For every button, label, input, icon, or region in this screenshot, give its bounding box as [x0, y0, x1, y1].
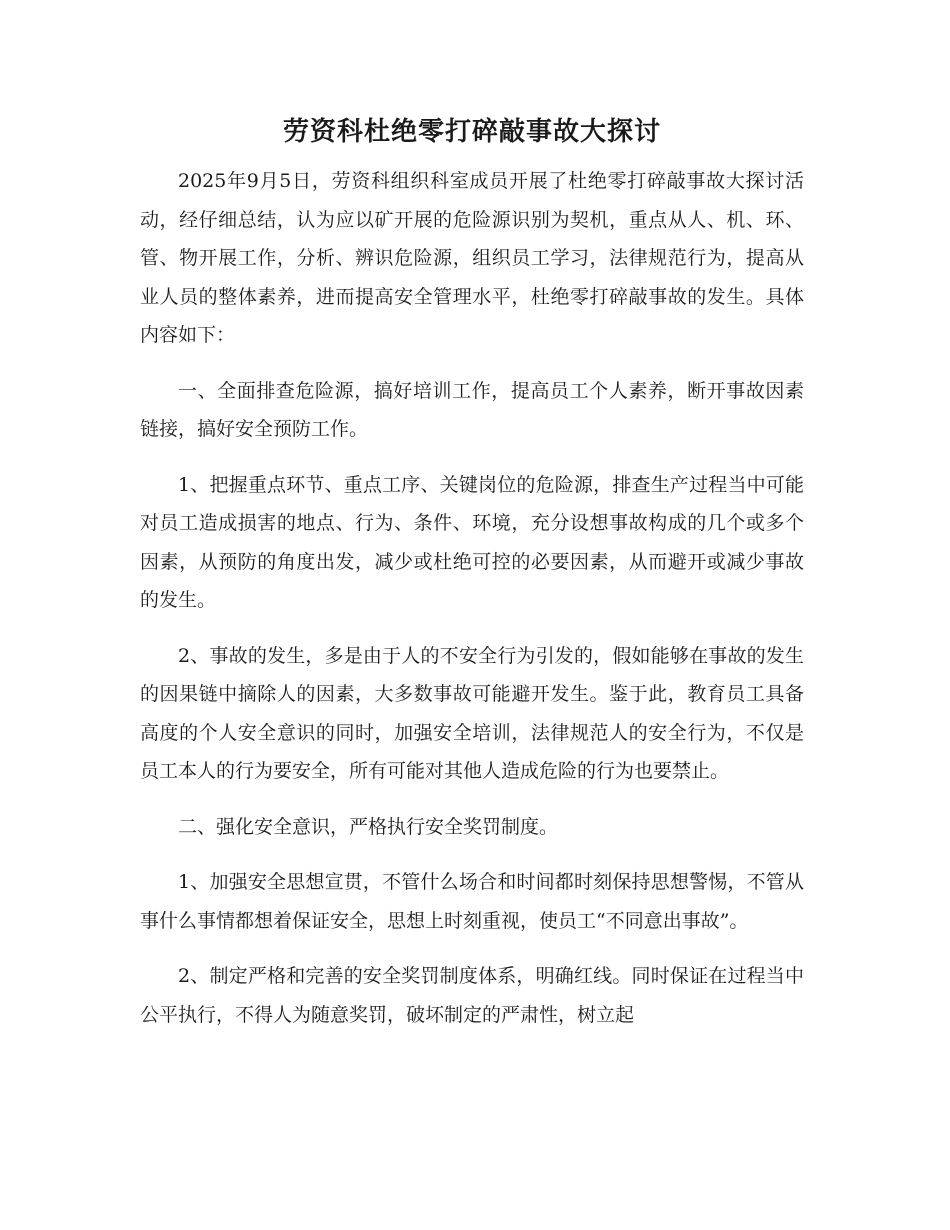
document-body [140, 112, 804, 1051]
paragraph-section-2-item-2: 2、制定严格和完善的安全奖罚制度体系，明确红线。同时保证在过程当中公平执行，不得人为随意奖罚，破坏制定的严肃性，树立起 [140, 965, 804, 1026]
paragraph-section-1-heading: 一、全面排查危险源，搞好培训工作，提高员工个人素养，断开事故因素链接，搞好安全预防工作。 [140, 379, 804, 440]
paragraph-intro: 2025年9月5日，劳资科组织科室成员开展了杜绝零打碎敲事故大探讨活动，经仔细总结，认为应以矿开展的危险源识别为契机，重点从人、机、环、管、物开展工作，分析、辨识危险源，组织员工学习，法律规范行为，提高从业人员的整体素养，进而提高安全管理水平，杜绝零打碎敲事故的发生。具体内容如下： [140, 170, 804, 346]
paragraph-section-2-item-1: 1、加强安全思想宣贯，不管什么场合和时间都时刻保持思想警惕，不管从事什么事情都想着保证安全，思想上时刻重视，使员工“不同意出事故”。 [140, 871, 804, 932]
paragraph-section-1-item-1: 1、把握重点环节、重点工序、关键岗位的危险源，排查生产过程当中可能对员工造成损害的地点、行为、条件、环境，充分设想事故构成的几个或多个因素，从预防的角度出发，减少或杜绝可控的必要因素，从而避开或减少事故的发生。 [140, 473, 804, 611]
paragraph-section-2-heading: 二、强化安全意识，严格执行安全奖罚制度。 [178, 815, 559, 838]
document-title: 劳资科杜绝零打碎敲事故大探讨 [282, 117, 661, 147]
paragraph-section-1-item-2: 2、事故的发生，多是由于人的不安全行为引发的，假如能够在事故的发生的因果链中摘除人的因素，大多数事故可能避开发生。鉴于此，教育员工具备高度的个人安全意识的同时，加强安全培训，法律规范人的安全行为，不仅是员工本人的行为要安全，所有可能对其他人造成危险的行为也要禁止。 [140, 644, 804, 782]
